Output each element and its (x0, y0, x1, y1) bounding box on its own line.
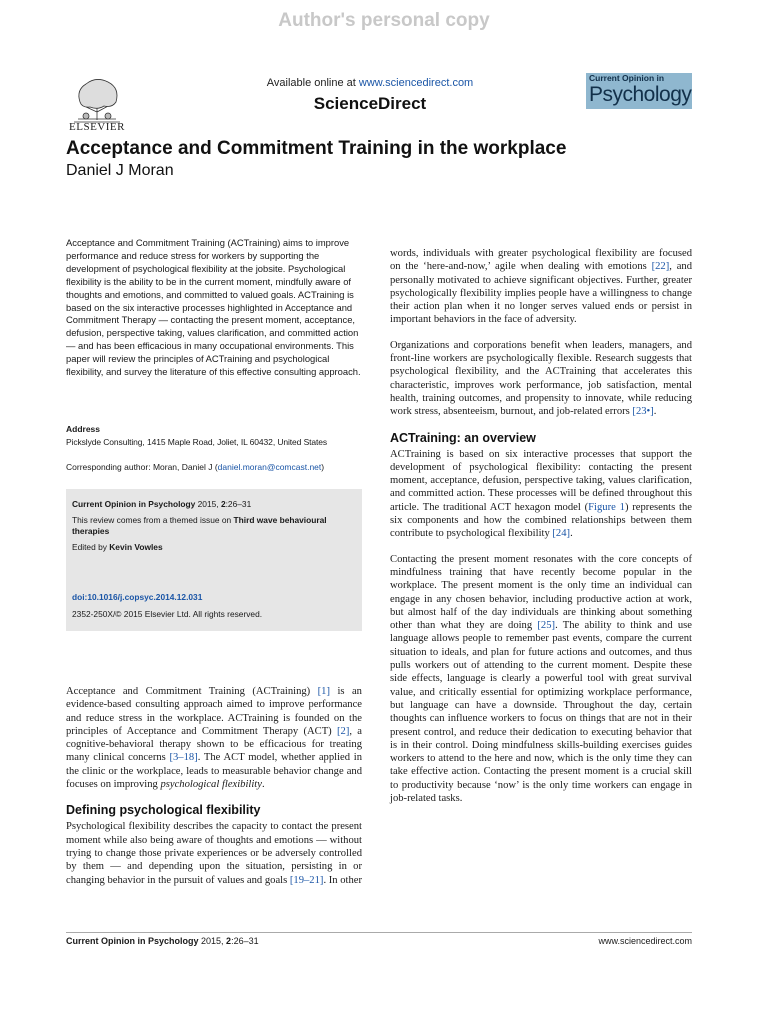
corresponding-email[interactable]: daniel.moran@comcast.net (217, 462, 322, 472)
abstract: Acceptance and Commitment Training (ACTraining) aims to improve performance and reduce stress for workers by supporting the development of psychological flexibility at the jobsite. Psychological flexibility is the ability to be in the current moment, mindfully aware of thoughts and emotions, and committed to valued goals. ACTraining is based on the six interactive processes highlighted in Acceptance and Commitment Therapy — contacting the present moment, acceptance, defusion, perspective taking, values clarification, and committed action — and has been efficacious in many occupational environments. This paper will review the principles of ACTraining and psychological flexibility, and survey the literature of this effective consulting approach. (66, 237, 361, 378)
address-heading: Address (66, 424, 101, 434)
citation-link[interactable]: [3–18] (169, 752, 198, 764)
publisher-name: ELSEVIER (69, 121, 125, 133)
right-paragraph-3 (390, 448, 692, 541)
text: . (261, 779, 265, 791)
address-text: Pickslyde Consulting, 1415 Maple Road, Joliet, IL 60432, United States (66, 437, 328, 447)
text: , and personally motivated to achieve significant objectives. Further, greater psychologically flexibility implies people have a willingness to change their action plan when it no longer serves valued ends or persist in important behaviors in the face of adversity. (390, 261, 693, 326)
themed-topic: Third wave behavioural therapies (72, 515, 327, 536)
article-title: Acceptance and Commitment Training in the workplace (66, 138, 567, 159)
text: Organizations and corporations benefit when leaders, managers, and front-line workers are psychologically flexible. Research suggests that psychological flexibility, and the ACTraining that accelerates this characteristic, improves work performance, job satisfaction, mental health, training outcomes, and propensity to innovate, while reducing work stress, absenteeism, burnout, and job-related errors (390, 339, 692, 418)
available-prefix: Available online at (266, 77, 359, 89)
citation-link[interactable]: [25] (537, 620, 556, 632)
text: ) represents the six components and how the combined relationships between them contribute to psychological flexibility (390, 501, 692, 540)
right-paragraph-1 (390, 247, 692, 327)
infobox-journal: Current Opinion in Psychology (72, 499, 196, 509)
article-info-box (66, 489, 362, 631)
footer-journal: Current Opinion in Psychology (66, 936, 199, 946)
editor-name: Kevin Vowles (109, 542, 163, 552)
section-heading-defining: Defining psychological flexibility (66, 803, 261, 818)
journal-logo (586, 73, 692, 109)
text: . In other (323, 874, 362, 886)
body-right-column (390, 247, 692, 817)
figure-link[interactable]: Figure 1 (588, 501, 625, 513)
citation-link[interactable]: [23•] (632, 406, 654, 418)
infobox-citation (72, 499, 358, 510)
footer-pages: :26–31 (231, 936, 259, 946)
text: . (653, 406, 657, 418)
citation-link[interactable]: [2] (337, 725, 350, 737)
citation-link[interactable]: [22] (651, 261, 670, 273)
copyright: 2352-250X/© 2015 Elsevier Ltd. All rights reserved. (72, 609, 263, 619)
right-paragraph-4 (390, 553, 692, 806)
infobox-themed (72, 515, 358, 537)
left-paragraph-1 (66, 685, 362, 791)
edited-prefix: Edited by (72, 542, 110, 552)
text: is an evidence-based consulting approach aimed to improve performance and reduce stress in the workplace. ACTraining is founded on the principles of Acceptance and Commitment Therapy (ACT) (66, 686, 362, 737)
watermark: Author's personal copy (278, 10, 490, 31)
infobox-year: 2015, (195, 499, 221, 509)
infobox-pages: :26–31 (225, 499, 252, 509)
corresponding-suffix: ) (321, 462, 325, 472)
text: , a cognitive-behavioral therapy shown to be efficacious for treating many clinical concerns (66, 725, 362, 764)
text: . (570, 528, 573, 540)
text: . The ability to think and use language allows people to remember past events, compare the current situation to ideals, and plan for future actions and outcomes, and thus pulls workers out of attending to the current moment. Despite these side effects, language is clearly a powerful tool with great survival value, and critically essential for optimizing workplace performance, but language can have a downside. Throughout the day, certain thoughts can influence workers to focus on things that are not in their present control, and reduce their dedication to executing behavior that is in their control. Doing mindfulness skills-building exercises guides workers to attend to the here and now, which is the only time they can take effective action. Contacting the present moment is a crucial skill to productivity because ‘now’ is the only time workers can engage in job-related tasks. (390, 620, 692, 804)
emphasis: psychological flexibility (160, 779, 262, 791)
body-left-column (66, 685, 362, 899)
text: . The ACT model, whether applied in the clinic or the workplace, leads to measurable behavior change and focuses on improving (66, 752, 362, 791)
themed-prefix: This review comes from a themed issue on (72, 515, 234, 525)
text: Psychological flexibility describes the capacity to contact the present moment while also being aware of thoughts and emotions — without trying to change those private experiences or be adversely controlled by them — and depending upon the situation, persisting in or changing behavior in the pursuit of values and goals (66, 821, 362, 886)
journal-logo-small: Current Opinion in (589, 73, 665, 83)
sciencedirect-brand: ScienceDirect (313, 94, 427, 113)
infobox-editor (72, 542, 358, 553)
text: Acceptance and Commitment Training (ACTraining) (66, 686, 318, 697)
left-paragraph-2 (66, 820, 362, 886)
doi-link[interactable]: doi:10.1016/j.copsyc.2014.12.031 (72, 592, 203, 602)
text: Contacting the present moment resonates with the core concepts of mindfulness training that have recently become popular in the workplace. The present moment is the only time an individual can engage in any chosen behavior, including productive action at work, but almost half of the day individuals are thinking about something other than what they are doing (390, 553, 692, 632)
infobox-volume: 2 (220, 499, 226, 509)
citation-link[interactable]: [19–21] (289, 874, 324, 886)
footer-volume: 2 (226, 936, 232, 946)
right-paragraph-2 (390, 339, 692, 419)
journal-logo-big: Psychology (589, 83, 692, 106)
sciencedirect-link[interactable]: www.sciencedirect.com (358, 77, 474, 89)
section-heading-overview: ACTraining: an overview (390, 430, 536, 445)
footer-citation (66, 936, 259, 946)
citation-link[interactable]: [1] (317, 686, 331, 697)
corresponding-author (66, 462, 324, 472)
footer-year: 2015, (198, 936, 227, 946)
footer-site-link[interactable]: www.sciencedirect.com (598, 936, 692, 946)
available-online (230, 77, 510, 89)
corresponding-prefix: Corresponding author: Moran, Daniel J ( (66, 462, 218, 472)
text: words, individuals with greater psychological flexibility are focused on the ‘here-and-now,’ agile when dealing with emotions (390, 248, 692, 273)
footer-rule (66, 932, 692, 933)
text: ACTraining is based on six interactive processes that support the development of psychological flexibility: contacting the present moment, acceptance, defusion, perspective taking, values clarification, and committed action. These processes will be defined throughout this article. The traditional ACT hexagon model ( (390, 448, 692, 513)
article-author: Daniel J Moran (66, 162, 174, 179)
citation-link[interactable]: [24] (552, 528, 571, 540)
